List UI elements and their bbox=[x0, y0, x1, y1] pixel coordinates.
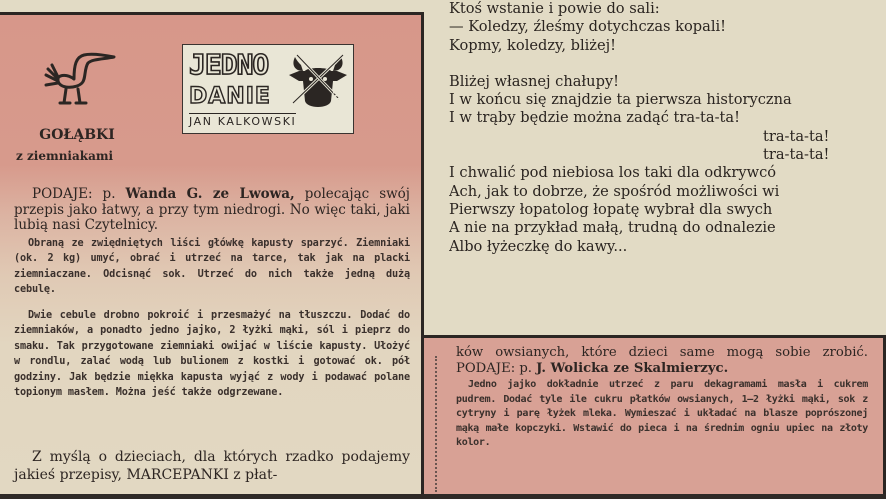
dish-title: GOŁĄBKI bbox=[39, 127, 115, 143]
poem-line: I w trąby będzie można zadąć tra-ta-ta! bbox=[449, 109, 740, 127]
continuation-paragraph: Jedno jajko dokładnie utrzeć z paru dekagramami masła i cukrem pudrem. Dodać tyle ile cukru płatków owsianych, 1—2 łyżki mąki, sok z cytryny i parę łyżek mleka. Wymieszać i układać na blasze poprószonej mąką małe kopczyki. Wstawić do pieca i na średnim ogniu upiec na złoty kolor. bbox=[456, 379, 868, 449]
stanza-gap bbox=[449, 55, 886, 73]
column-logo bbox=[182, 44, 354, 134]
poem-line: I chwalić pod niebiosa los taki dla odkrywcó bbox=[449, 164, 777, 182]
poem-line: Kopmy, koledzy, bliżej! bbox=[449, 36, 616, 54]
dish-subtitle: z ziemniakami bbox=[16, 149, 114, 163]
bottom-rule bbox=[0, 494, 886, 499]
recipe-box bbox=[0, 12, 424, 499]
recipe-paragraph-1: Obraną ze zwiędniętych liści główkę kapusty sparzyć. Ziemniaki (ok. 2 kg) umyć, obrać i utrzeć na tarce, tak jak na placki ziemniaczane. Odcisnąć sok. Utrzeć do nich także jedną dużą cebulę. bbox=[14, 238, 410, 296]
poem-line: Ach, jak to dobrze, że spośród możliwości wi bbox=[449, 182, 780, 200]
intro-prefix: PODAJE: p. bbox=[32, 186, 126, 202]
recipe-intro bbox=[14, 187, 410, 234]
poem-line: A nie na przykład małą, trudną do odnalezie bbox=[449, 219, 776, 237]
continuation-lead bbox=[456, 345, 868, 376]
poem-refrain: tra-ta-ta! bbox=[763, 127, 830, 145]
logo-byline: JAN KALKOWSKI bbox=[189, 115, 297, 128]
poem-text bbox=[449, 0, 886, 256]
bull-head-icon bbox=[287, 49, 349, 113]
dotted-divider bbox=[435, 356, 437, 492]
poem-line: Ktoś wstanie i powie do sali: bbox=[449, 0, 660, 17]
recipe-paragraph-2: Dwie cebule drobno pokroić i przesmażyć na tłuszczu. Dodać do ziemniaków, a ponadto jedno jajko, 2 łyżki mąki, sól i pieprz do smaku. Tak przygotowane ziemniaki owijać w liście kapusty. Ułożyć w rondlu, zalać wodą lub bulionem z kostki i gotować ok. pół godziny. Jak będzie miękka kapusta wyjąć z wody i podawać polane topionym masłem. Można jeść także odgrzewane. bbox=[14, 310, 410, 399]
poem-refrain: tra-ta-ta! bbox=[763, 146, 830, 164]
poem-line: — Koledzy, źleśmy dotychczas kopali! bbox=[449, 18, 727, 36]
lead-author: J. Wolicka ze Skalmierzyc. bbox=[536, 360, 729, 376]
logo-line-1: JEDNO bbox=[189, 48, 269, 81]
lead-text: ków owsianych, które dzieci same mogą sobie zrobić. PODAJE: p. bbox=[456, 345, 868, 376]
intro-rest: polecając swój przepis jako łatwy, a przy tym niedrogi. No więc taki, jaki lubią nasi Czytelnicy. bbox=[14, 186, 410, 234]
intro-author: Wanda G. ze Lwowa, bbox=[125, 186, 295, 202]
continuation-box bbox=[424, 335, 886, 499]
poem-line: Albo łyżeczkę do kawy... bbox=[449, 237, 628, 255]
poem-line: I w końcu się znajdzie ta pierwsza historyczna bbox=[449, 91, 792, 109]
bird-icon bbox=[44, 45, 120, 105]
poem-line: Bliżej własnej chałupy! bbox=[449, 72, 620, 90]
poem-line: Pierwszy łopatolog łopatę wybrał dla swych bbox=[449, 200, 773, 218]
recipe-closing-paragraph: Z myślą o dzieciach, dla których rzadko podajemy jakieś przepisy, MARCEPANKI z płat- bbox=[14, 449, 410, 483]
logo-line-2: DANIE bbox=[189, 84, 271, 109]
